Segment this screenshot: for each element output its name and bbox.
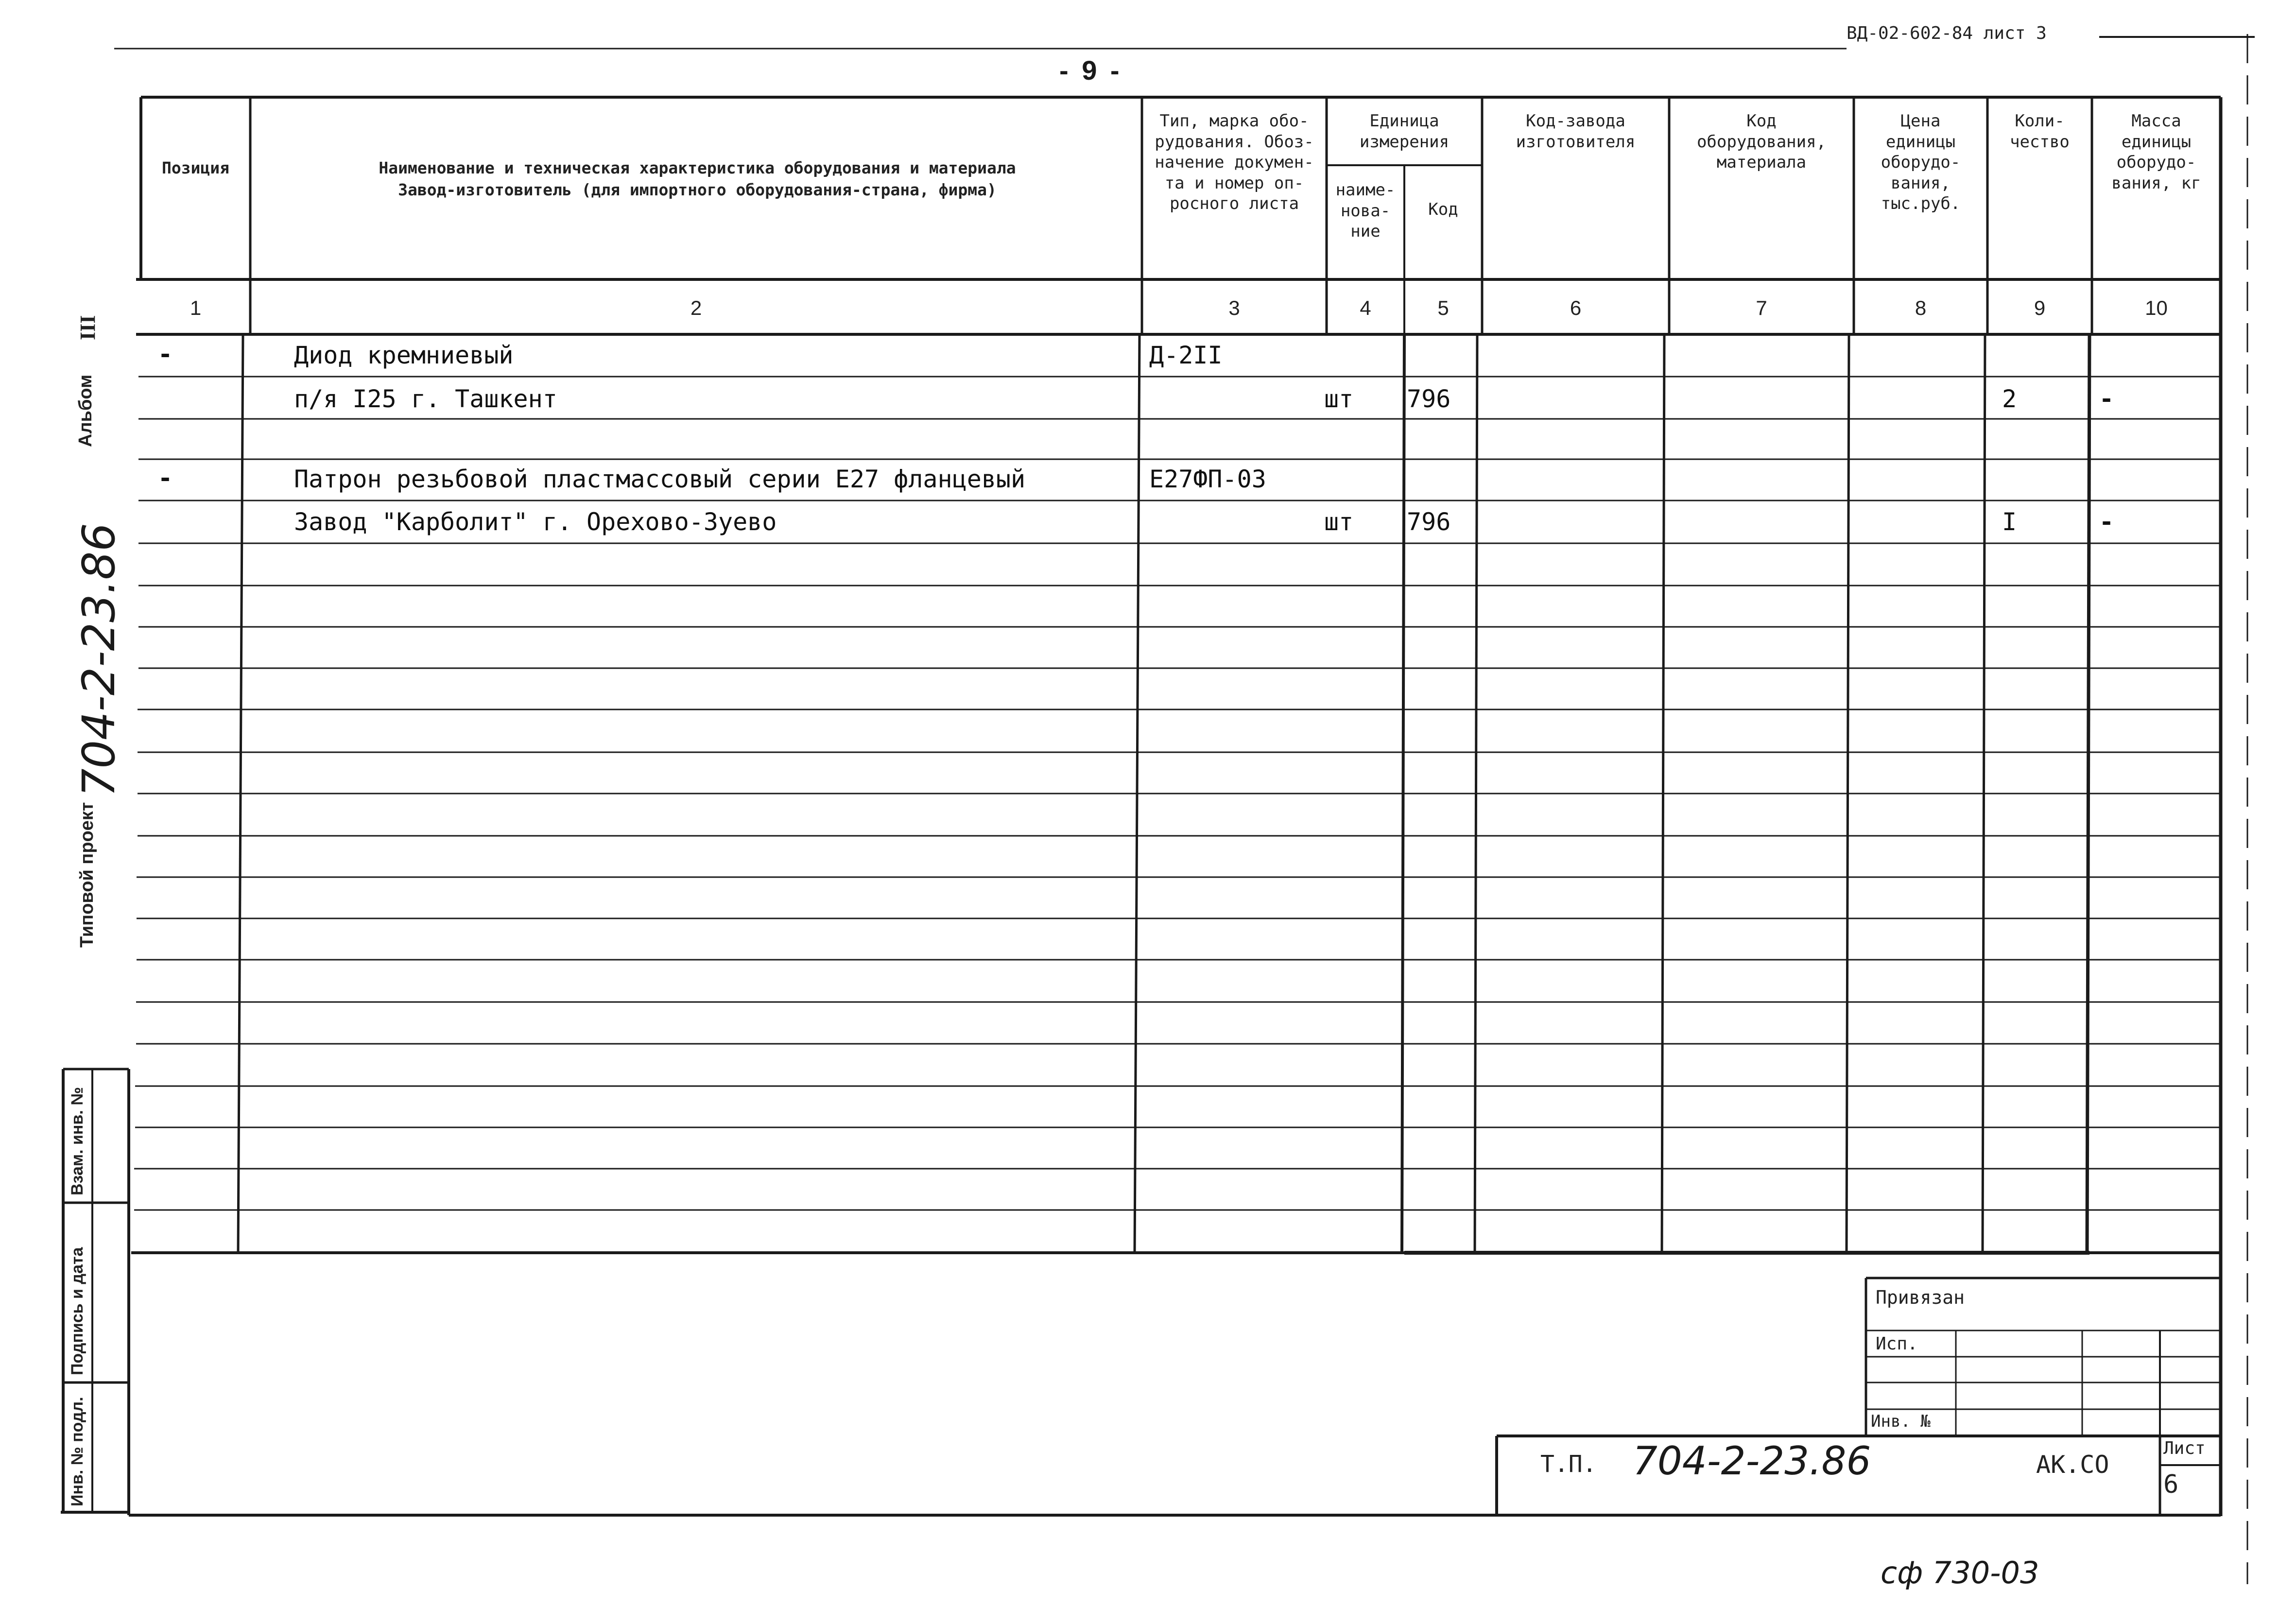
album-number: III: [76, 315, 100, 340]
column-number: 9: [2034, 296, 2046, 319]
row-mass: -: [2099, 385, 2114, 413]
page-number: - 9 -: [1059, 55, 1122, 86]
row-mass: -: [2099, 508, 2114, 536]
row-position: -: [158, 464, 173, 492]
header-unit-group: Единица измерения: [1359, 111, 1450, 152]
header-mass: Масса единицы оборудо- вания, кг: [2111, 111, 2201, 193]
row-type: Е27ФП-03: [1149, 465, 1266, 493]
tp-label: Т.П.: [1540, 1451, 1597, 1478]
album-label: Альбом: [75, 374, 96, 447]
row-code: 796: [1407, 508, 1451, 536]
sheet-label: Лист: [2163, 1438, 2206, 1458]
header-type: Тип, марка обо- рудования. Обоз- начение докумен- та и номер оп- росного листа: [1155, 111, 1314, 213]
executor-label: Исп.: [1876, 1334, 1918, 1354]
column-number: 4: [1360, 296, 1371, 319]
column-number: 10: [2145, 296, 2168, 319]
header-factory-code: Код-завода изготовителя: [1516, 111, 1636, 152]
column-number: 5: [1437, 296, 1449, 319]
sheet-number: 6: [2163, 1470, 2179, 1499]
column-number: 1: [190, 296, 202, 319]
replacement-inventory-label: Взам. инв. №: [68, 1087, 86, 1195]
header-equipment-code: Код оборудования, материала: [1696, 111, 1827, 172]
header-price: Цена единицы оборудо- вания, тыс.руб.: [1881, 111, 1961, 213]
header-unit-code: Код: [1428, 200, 1458, 219]
row-name: п/я I25 г. Ташкент: [294, 385, 557, 413]
column-number: 7: [1756, 296, 1767, 319]
inventory-label: Инв. №: [1871, 1412, 1931, 1431]
row-quantity: 2: [2002, 385, 2017, 413]
column-number: 2: [690, 296, 702, 319]
header-name-line2: Завод-изготовитель (для импортного оборудования-страна, фирма): [398, 180, 997, 199]
signature-date-label: Подпись и дата: [68, 1247, 86, 1375]
project-number-handwritten: 704-2-23.86: [73, 523, 125, 797]
row-unit: шт: [1324, 508, 1354, 536]
header-quantity: Коли- чество: [2010, 111, 2070, 152]
row-quantity: I: [2002, 508, 2017, 536]
bound-label: Привязан: [1876, 1287, 1965, 1308]
row-name: Патрон резьбовой пластмассовый серии Е27 фланцевый: [294, 465, 1026, 493]
row-name: Диод кремниевый: [294, 341, 514, 369]
row-name: Завод "Карболит" г. Орехово-Зуево: [294, 508, 777, 536]
document-code: АК.СО: [2036, 1451, 2109, 1479]
inventory-original-label: Инв. № подл.: [68, 1397, 86, 1506]
row-type: Д-2II: [1149, 341, 1223, 369]
tp-number-handwritten: 704-2-23.86: [1633, 1438, 1871, 1484]
row-position: -: [158, 340, 173, 368]
column-number: 8: [1915, 296, 1927, 319]
header-position: Позиция: [161, 158, 230, 177]
header-name-line1: Наименование и техническая характеристика оборудования и материала: [379, 158, 1016, 177]
row-code: 796: [1407, 385, 1451, 413]
footer-note-handwritten: сф 730-03: [1881, 1555, 2039, 1590]
row-unit: шт: [1324, 385, 1354, 413]
header-unit-name: наиме- нова- ние: [1335, 180, 1396, 241]
project-label: Типовой проект: [77, 802, 97, 948]
column-number: 6: [1570, 296, 1582, 319]
column-number: 3: [1228, 296, 1240, 319]
document-reference: ВД-02-602-84 лист 3: [1847, 23, 2047, 43]
